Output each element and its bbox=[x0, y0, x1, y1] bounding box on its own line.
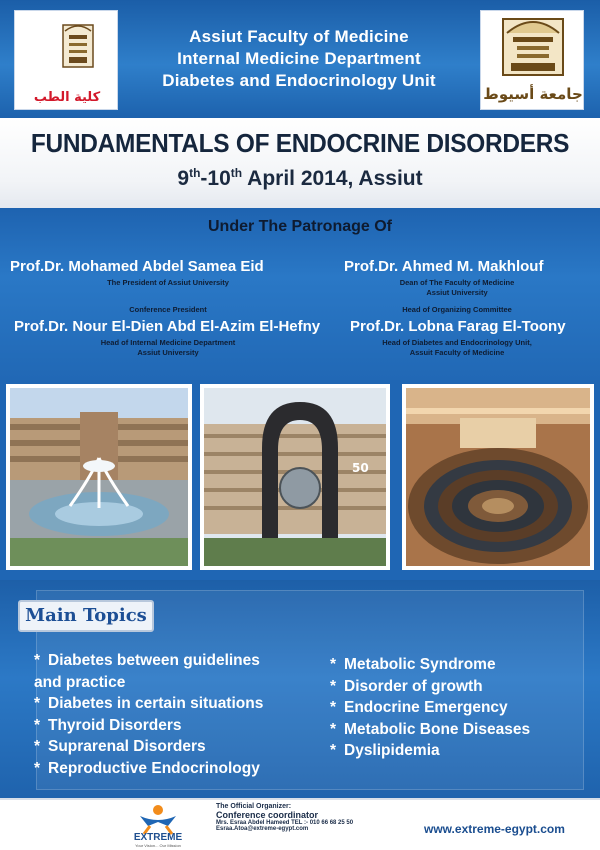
date-day-start: 9 bbox=[177, 167, 190, 190]
topic-item: * Diabetes between guidelines bbox=[34, 652, 260, 669]
date-day-start-suffix: th bbox=[189, 166, 201, 180]
patronage-heading: Under The Patronage Of bbox=[207, 218, 393, 235]
faculty-logo-text: كلية الطب bbox=[33, 90, 101, 105]
date-day-end-suffix: th bbox=[230, 166, 243, 180]
title-block bbox=[0, 118, 600, 208]
organizer-website: www.extreme-egypt.com bbox=[424, 822, 565, 836]
header-title-lines bbox=[122, 26, 476, 92]
conference-president-label: Conference President bbox=[129, 305, 207, 314]
faculty-of-medicine-logo bbox=[14, 10, 118, 110]
official-organizer-label: The Official Organizer: bbox=[216, 803, 292, 810]
topic-item-continued: and practice bbox=[34, 673, 126, 691]
conference-president-role-1: Head of Internal Medicine Department bbox=[100, 338, 236, 347]
patron-right-name: Prof.Dr. Ahmed M. Makhlouf bbox=[344, 258, 544, 275]
topic-item: * Disorder of growth bbox=[330, 677, 483, 695]
topic-item: * Reproductive Endocrinology bbox=[34, 759, 260, 777]
topic-item: * Diabetes in certain situations bbox=[34, 695, 264, 712]
coordinator-email: Esraa.Atoa@extreme-egypt.com bbox=[216, 826, 309, 832]
conference-president-name: Prof.Dr. Nour El-Dien Abd El-Azim El-Hefny bbox=[14, 318, 321, 335]
header-line-unit: Diabetes and Endocrinology Unit bbox=[162, 71, 436, 90]
coordinator-contact: Mrs. Esraa Abdel Hameed TEL :- 010 66 68 25 50 bbox=[216, 820, 354, 826]
header-band bbox=[0, 0, 600, 118]
organizing-head-role-2: Assuit Faculty of Medicine bbox=[409, 348, 505, 357]
organizing-head-role-1: Head of Diabetes and Endocrinology Unit, bbox=[382, 338, 532, 347]
photo-university-fountain bbox=[6, 384, 192, 570]
assiut-university-logo bbox=[480, 10, 584, 110]
extreme-tagline: Your Vision... Our Mission bbox=[135, 843, 181, 848]
date-separator: - bbox=[200, 167, 208, 190]
topics-section bbox=[0, 580, 600, 798]
organizer-info bbox=[216, 803, 406, 832]
footer bbox=[0, 798, 600, 850]
topic-item: * Metabolic Bone Diseases bbox=[330, 720, 531, 738]
university-logo-text: جامعة أسيوط bbox=[483, 85, 583, 103]
patron-left-name: Prof.Dr. Mohamed Abdel Samea Eid bbox=[10, 258, 264, 275]
patron-right-role-1: Dean of The Faculty of Medicine bbox=[399, 278, 515, 287]
date-rest: April 2014, Assiut bbox=[242, 167, 423, 190]
photo-conference-hall bbox=[402, 384, 594, 570]
extreme-logo bbox=[118, 802, 198, 848]
patronage-section bbox=[0, 208, 600, 380]
organizing-head-label: Head of Organizing Committee bbox=[402, 305, 512, 314]
photo-anniversary-monument bbox=[200, 384, 390, 570]
conference-president-role-2: Assiut University bbox=[137, 348, 199, 357]
conference-title: FUNDAMENTALS OF ENDOCRINE DISORDERS bbox=[30, 128, 570, 158]
header-line-department: Internal Medicine Department bbox=[177, 49, 421, 68]
topic-item: * Metabolic Syndrome bbox=[330, 656, 496, 673]
conference-coordinator-label: Conference coordinator bbox=[216, 810, 319, 820]
topic-item: * Dyslipidemia bbox=[330, 742, 440, 759]
monument-number: 50 bbox=[352, 461, 369, 475]
topic-item: * Thyroid Disorders bbox=[34, 716, 182, 734]
main-topics-heading: Main Topics bbox=[18, 600, 154, 632]
photo-strip bbox=[0, 380, 600, 580]
header-line-faculty: Assiut Faculty of Medicine bbox=[189, 27, 409, 46]
topic-item: * Suprarenal Disorders bbox=[34, 738, 206, 755]
topics-left-list bbox=[34, 650, 263, 779]
conference-date bbox=[0, 166, 600, 191]
topic-item: * Endocrine Emergency bbox=[330, 699, 508, 716]
topics-right-list bbox=[330, 654, 530, 762]
patron-left-role: The President of Assiut University bbox=[107, 278, 229, 287]
organizing-head-name: Prof.Dr. Lobna Farag El-Toony bbox=[350, 318, 566, 335]
date-day-end: 10 bbox=[207, 167, 231, 190]
patron-right-role-2: Assiut University bbox=[426, 288, 488, 297]
extreme-brand: EXTREME bbox=[133, 832, 183, 843]
